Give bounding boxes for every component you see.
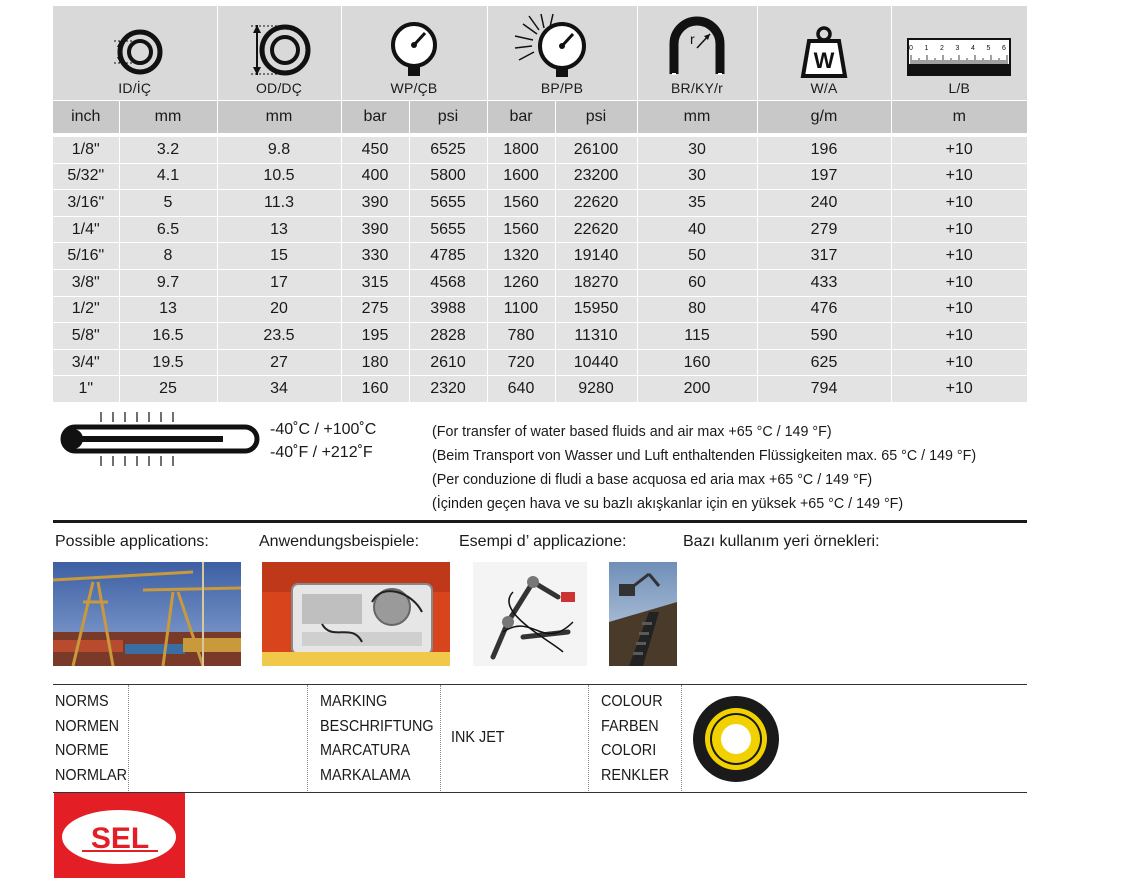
- norms-label-it: NORME: [55, 742, 109, 759]
- table-cell: 1600: [487, 163, 555, 190]
- ruler-tick-label: 0: [909, 45, 914, 52]
- units-row: [53, 101, 1027, 134]
- norms-top-rule: [53, 684, 1027, 685]
- applications-label-de: Anwendungsbeispiele:: [259, 533, 420, 550]
- ruler-tick-label: 4: [971, 45, 976, 52]
- header-bp: [487, 6, 637, 101]
- table-cell: 19140: [555, 243, 637, 270]
- table-cell: 3/8ʺ: [53, 269, 119, 296]
- table-row: [53, 137, 1027, 163]
- hose-colour-swatch: [692, 695, 780, 783]
- table-cell: 1/8ʺ: [53, 137, 119, 163]
- table-cell: 3988: [409, 296, 487, 323]
- table-cell: 22620: [555, 190, 637, 217]
- header-od: [217, 6, 341, 101]
- spec-table-body: [53, 137, 1027, 402]
- table-cell: 13: [119, 296, 217, 323]
- table-cell: 18270: [555, 269, 637, 296]
- marking-label-en: MARKING: [320, 693, 388, 710]
- table-cell: +10: [891, 323, 1027, 350]
- table-cell: 4568: [409, 269, 487, 296]
- hydraulic-machine-photo: [262, 562, 450, 666]
- table-cell: 160: [341, 376, 409, 403]
- unit-cell: psi: [555, 101, 637, 134]
- table-cell: 9280: [555, 376, 637, 403]
- table-cell: 9.7: [119, 269, 217, 296]
- note-it: (Per conduzione di fludi a base acquosa ed aria max +65 °C / 149 °F): [432, 472, 873, 488]
- table-cell: 180: [341, 349, 409, 376]
- table-cell: +10: [891, 296, 1027, 323]
- colour-labels: [601, 690, 669, 788]
- spec-table: [53, 6, 1027, 403]
- unit-cell: inch: [53, 101, 119, 134]
- table-cell: 17: [217, 269, 341, 296]
- table-cell: 1560: [487, 190, 555, 217]
- table-cell: 9.8: [217, 137, 341, 163]
- unit-cell: mm: [217, 101, 341, 134]
- applications-label-it: Esempi d’ applicazione:: [459, 533, 627, 550]
- header-id: [53, 6, 217, 101]
- robot-arm-photo: [473, 562, 587, 666]
- table-cell: 390: [341, 190, 409, 217]
- table-cell: 50: [637, 243, 757, 270]
- header-label-wa: W/A: [810, 80, 838, 96]
- table-row: [53, 269, 1027, 296]
- ruler-tick-label: 2: [940, 45, 945, 52]
- table-row: [53, 243, 1027, 270]
- table-cell: 160: [637, 349, 757, 376]
- table-cell: 5/32ʺ: [53, 163, 119, 190]
- table-cell: 15: [217, 243, 341, 270]
- table-cell: 6525: [409, 137, 487, 163]
- table-cell: 794: [757, 376, 891, 403]
- table-cell: 8: [119, 243, 217, 270]
- table-cell: 5: [119, 190, 217, 217]
- table-cell: 450: [341, 137, 409, 163]
- separator: [307, 685, 308, 791]
- marking-label-de: BESCHRIFTUNG: [320, 717, 434, 735]
- table-cell: 13: [217, 216, 341, 243]
- table-row: [53, 216, 1027, 243]
- table-cell: 34: [217, 376, 341, 403]
- table-row: [53, 190, 1027, 217]
- table-cell: 275: [341, 296, 409, 323]
- table-cell: 40: [637, 216, 757, 243]
- unit-cell: bar: [487, 101, 555, 134]
- table-row: [53, 163, 1027, 190]
- applications-label-en: Possible applications:: [55, 533, 209, 550]
- table-cell: 11310: [555, 323, 637, 350]
- table-cell: 115: [637, 323, 757, 350]
- table-cell: 780: [487, 323, 555, 350]
- table-cell: +10: [891, 137, 1027, 163]
- table-cell: 476: [757, 296, 891, 323]
- table-cell: 3.2: [119, 137, 217, 163]
- table-cell: 5/8ʺ: [53, 323, 119, 350]
- table-cell: 26100: [555, 137, 637, 163]
- table-cell: +10: [891, 216, 1027, 243]
- table-cell: 80: [637, 296, 757, 323]
- section-divider: [53, 520, 1027, 523]
- sel-logo: [54, 793, 185, 878]
- port-crane-photo: [53, 562, 241, 666]
- bend-radius-icon: [662, 14, 732, 78]
- marking-label-it: MARCATURA: [320, 742, 411, 759]
- temperature-fahrenheit: -40˚F / +212˚F: [270, 444, 373, 461]
- table-cell: 11.3: [217, 190, 341, 217]
- table-cell: 317: [757, 243, 891, 270]
- table-cell: 1320: [487, 243, 555, 270]
- unit-cell: mm: [637, 101, 757, 134]
- table-cell: 2610: [409, 349, 487, 376]
- header-label-lb: L/B: [948, 80, 971, 96]
- table-cell: 1/4ʺ: [53, 216, 119, 243]
- table-cell: 2320: [409, 376, 487, 403]
- table-cell: 1ʺ: [53, 376, 119, 403]
- header-wp: [341, 6, 487, 101]
- header-label-id: ID/İÇ: [118, 80, 152, 96]
- working-pressure-gauge-icon: [384, 20, 444, 78]
- table-cell: 20: [217, 296, 341, 323]
- table-cell: 4.1: [119, 163, 217, 190]
- table-cell: 400: [341, 163, 409, 190]
- table-cell: +10: [891, 349, 1027, 376]
- ruler-tick-label: 6: [1002, 45, 1007, 52]
- colour-label-it: COLORI: [601, 742, 657, 759]
- table-cell: 60: [637, 269, 757, 296]
- table-cell: 200: [637, 376, 757, 403]
- table-cell: 240: [757, 190, 891, 217]
- table-cell: 15950: [555, 296, 637, 323]
- unit-cell: psi: [409, 101, 487, 134]
- applications-label-tr: Bazı kullanım yeri örnekleri:: [683, 533, 880, 550]
- colour-label-de: FARBEN: [601, 717, 659, 735]
- note-en: (For transfer of water based fluids and air max +65 °C / 149 °F): [432, 424, 832, 440]
- marking-label-tr: MARKALAMA: [320, 766, 411, 784]
- separator: [588, 685, 589, 791]
- norms-bottom-rule: [53, 792, 1027, 793]
- table-cell: 4785: [409, 243, 487, 270]
- marking-value: INK JET: [451, 729, 505, 746]
- inner-diameter-icon: [100, 28, 170, 78]
- bend-icon-letter: r: [690, 31, 695, 47]
- ruler-tick-label: 5: [986, 45, 991, 52]
- table-cell: 2828: [409, 323, 487, 350]
- table-cell: 35: [637, 190, 757, 217]
- temperature-notes: [432, 420, 976, 516]
- header-label-br: BR/KY/r: [671, 80, 723, 96]
- header-lb: [891, 6, 1027, 101]
- table-row: [53, 376, 1027, 403]
- weight-icon: [799, 24, 849, 78]
- table-cell: 390: [341, 216, 409, 243]
- thermometer-icon: [53, 410, 263, 468]
- table-cell: +10: [891, 190, 1027, 217]
- unit-cell: bar: [341, 101, 409, 134]
- table-row: [53, 323, 1027, 350]
- table-cell: 279: [757, 216, 891, 243]
- table-cell: 23.5: [217, 323, 341, 350]
- table-row: [53, 296, 1027, 323]
- table-cell: +10: [891, 269, 1027, 296]
- norms-label-en: NORMS: [55, 693, 109, 710]
- table-cell: 3/4ʺ: [53, 349, 119, 376]
- table-cell: 10.5: [217, 163, 341, 190]
- excavator-photo: [609, 562, 677, 666]
- marking-labels: [320, 690, 434, 788]
- norms-label-de: NORMEN: [55, 717, 119, 735]
- table-cell: 5655: [409, 216, 487, 243]
- unit-cell: mm: [119, 101, 217, 134]
- norms-labels: [55, 690, 127, 788]
- weight-icon-letter: W: [813, 48, 835, 73]
- table-cell: 640: [487, 376, 555, 403]
- table-cell: 590: [757, 323, 891, 350]
- table-cell: 720: [487, 349, 555, 376]
- ruler-tick-label: 1: [924, 45, 929, 52]
- table-cell: 1/2ʺ: [53, 296, 119, 323]
- unit-cell: g/m: [757, 101, 891, 134]
- table-cell: +10: [891, 243, 1027, 270]
- table-cell: 433: [757, 269, 891, 296]
- header-br: [637, 6, 757, 101]
- separator: [440, 685, 441, 791]
- table-cell: +10: [891, 163, 1027, 190]
- table-cell: 25: [119, 376, 217, 403]
- header-label-bp: BP/PB: [540, 80, 584, 96]
- table-cell: 16.5: [119, 323, 217, 350]
- table-row: [53, 349, 1027, 376]
- table-cell: 19.5: [119, 349, 217, 376]
- header-wa: [757, 6, 891, 101]
- table-cell: 1560: [487, 216, 555, 243]
- ruler-tick-label: 3: [955, 45, 960, 52]
- brand-name: SEL: [90, 822, 150, 855]
- table-cell: 23200: [555, 163, 637, 190]
- table-cell: 315: [341, 269, 409, 296]
- table-cell: 1260: [487, 269, 555, 296]
- table-cell: 6.5: [119, 216, 217, 243]
- length-ruler-icon: [907, 38, 1011, 78]
- table-cell: 5800: [409, 163, 487, 190]
- colour-label-tr: RENKLER: [601, 766, 670, 784]
- table-cell: 330: [341, 243, 409, 270]
- table-cell: 27: [217, 349, 341, 376]
- table-cell: 1800: [487, 137, 555, 163]
- colour-label-en: COLOUR: [601, 693, 663, 710]
- temperature-celsius: -40˚C / +100˚C: [270, 421, 377, 438]
- table-cell: 5/16ʺ: [53, 243, 119, 270]
- table-cell: 197: [757, 163, 891, 190]
- table-cell: 5655: [409, 190, 487, 217]
- note-tr: (İçinden geçen hava ve su bazlı akışkanlar için en yüksek +65 °C / 149 °F): [432, 496, 904, 512]
- table-cell: 196: [757, 137, 891, 163]
- burst-pressure-gauge-icon: [507, 12, 617, 78]
- table-cell: 30: [637, 163, 757, 190]
- outer-diameter-icon: [239, 22, 319, 78]
- header-label-od: OD/DÇ: [255, 80, 303, 96]
- norms-label-tr: NORMLAR: [55, 766, 128, 784]
- table-cell: 625: [757, 349, 891, 376]
- separator: [681, 685, 682, 791]
- unit-cell: m: [891, 101, 1027, 134]
- header-label-wp: WP/ÇB: [390, 80, 438, 96]
- table-cell: +10: [891, 376, 1027, 403]
- icon-header-row: [53, 6, 1027, 101]
- separator: [128, 685, 129, 791]
- table-cell: 22620: [555, 216, 637, 243]
- table-cell: 1100: [487, 296, 555, 323]
- table-cell: 10440: [555, 349, 637, 376]
- note-de: (Beim Transport von Wasser und Luft enthaltenden Flüssigkeiten max. 65 °C / 149 °F): [432, 448, 977, 464]
- table-cell: 195: [341, 323, 409, 350]
- table-cell: 3/16ʺ: [53, 190, 119, 217]
- table-cell: 30: [637, 137, 757, 163]
